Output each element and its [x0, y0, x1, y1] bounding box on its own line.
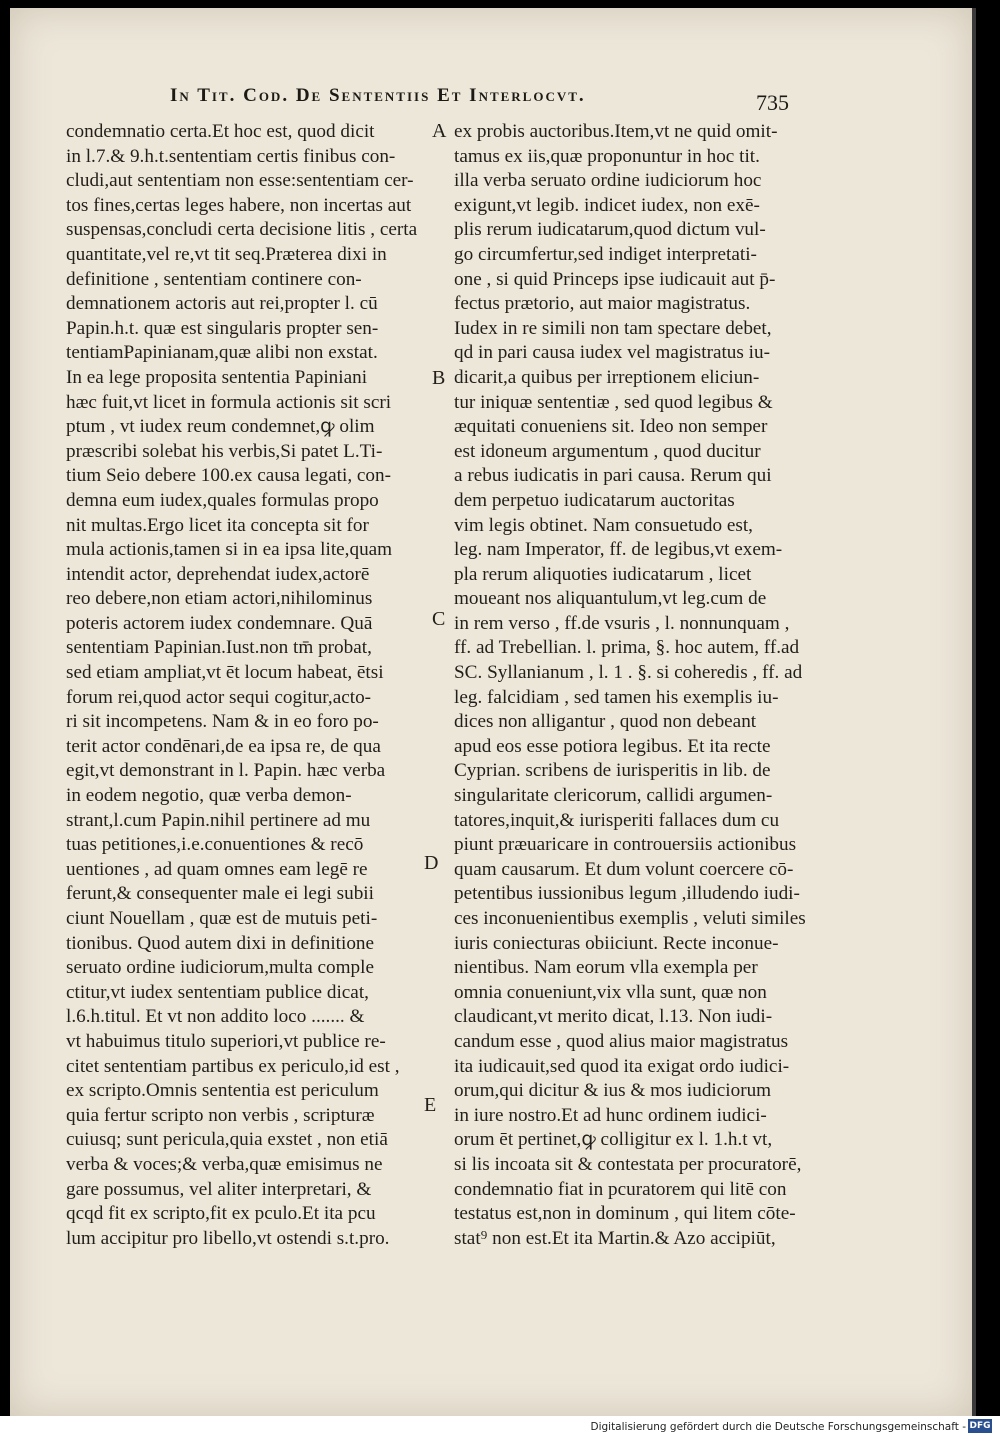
text-line: quam causarum. Et dum volunt coercere cō- [454, 858, 794, 880]
text-line: pla rerum aliquoties iudicatarum , licet [454, 563, 752, 585]
text-line: hæc fuit,vt licet in formula actionis sit scri [66, 391, 392, 413]
text-line: ff. ad Trebellian. l. prima, §. hoc autem, ff.ad [454, 637, 800, 659]
text-line: tamus ex iis,quæ proponuntur in hoc tit. [454, 145, 760, 167]
text-line: plis rerum iudicatarum,quod dictum vul- [454, 219, 766, 241]
text-line: in l.7.& 9.h.t.sententiam certis finibus con- [66, 145, 396, 167]
text-line: poteris actorem iudex condemnare. Quā [66, 612, 373, 634]
text-line: qd in pari causa iudex vel magistratus iu- [454, 342, 770, 364]
text-line: suspensas,concludi certa decisione litis , certa [66, 219, 418, 241]
text-line: egit,vt demonstrant in l. Papin. hæc verba [66, 760, 386, 782]
text-line: tatores,inquit,& iurisperiti fallaces dum cu [454, 809, 780, 831]
text-line: ex scripto.Omnis sententia est periculum [66, 1080, 379, 1102]
text-line: orum,qui dicitur & ius & mos iudiciorum [454, 1080, 772, 1102]
dfg-logo: DFG [969, 1421, 991, 1431]
margin-marker-d: D [424, 852, 439, 874]
text-line: ita iudicauit,sed quod ita exigat ordo iudici- [454, 1055, 790, 1077]
text-line: ctitur,vt iudex sententiam publice dicat, [66, 981, 369, 1003]
text-line: in rem verso , ff.de vsuris , l. nonnunquam , [454, 612, 790, 634]
text-line: SC. Syllanianum , l. 1 . §. si coheredis , ff. ad [454, 662, 803, 684]
text-line: si lis incoata sit & contestata per procuratorē, [454, 1153, 802, 1175]
margin-marker-a: A [432, 120, 447, 142]
text-line: sententiam Papinian.Iust.non tm̄ probat, [66, 637, 372, 659]
text-line: cludi,aut sententiam non esse:sententiam cer- [66, 170, 414, 192]
text-line: ri sit incompetens. Nam & in eo foro po- [66, 711, 379, 733]
text-line: seruato ordine iudiciorum,multa comple [66, 957, 374, 979]
text-line: exigunt,vt legib. indicet iudex, non exē- [454, 194, 760, 216]
text-line: petentibus iussionibus legum ,illudendo iudi- [454, 883, 800, 905]
text-line: gare possumus, vel aliter interpretari, & [66, 1178, 372, 1200]
text-line: dem perpetuo iudicatarum auctoritas [454, 489, 735, 511]
text-line: strant,l.cum Papin.nihil pertinere ad mu [66, 809, 371, 831]
text-line: cuiusq; sunt pericula,quia exstet , non etiā [66, 1129, 388, 1151]
text-line: est idoneum argumentum , quod ducitur [454, 440, 761, 462]
text-line: Iudex in re simili non tam spectare debet, [454, 317, 772, 339]
text-line: illa verba seruato ordine iudiciorum hoc [454, 170, 762, 192]
text-line: claudicant,vt merito dicat, l.13. Non iudi- [454, 1006, 773, 1028]
text-line: ptum , vt iudex reum condemnet,ꝙ olim [66, 416, 375, 438]
margin-marker-e: E [424, 1094, 437, 1116]
text-line: quia fertur scripto non verbis , scripturæ [66, 1104, 375, 1126]
text-line: forum rei,quod actor sequi cogitur,acto- [66, 686, 372, 708]
page-number: 735 [756, 90, 789, 115]
text-line: nit multas.Ergo licet ita concepta sit for [66, 514, 369, 536]
text-line: tium Seio debere 100.ex causa legati, con- [66, 465, 392, 487]
text-line: uentiones , ad quam omnes eam legē re [66, 858, 368, 880]
text-line: præscribi solebat his verbis,Si patet L.Ti- [66, 440, 383, 462]
text-line: vt habuimus titulo superiori,vt publice re- [66, 1030, 386, 1052]
text-line: reo debere,non etiam actori,nihilominus [66, 588, 373, 610]
text-line: leg. falcidiam , sed tamen his exemplis iu- [454, 686, 779, 708]
text-line: piunt præuaricare in controuersiis actionibus [454, 834, 797, 856]
text-line: in iure nostro.Et ad hunc ordinem iudici- [454, 1104, 767, 1126]
text-line: omnia conueniunt,vix vlla sunt, quæ non [454, 981, 767, 1003]
text-line: apud eos esse potiora legibus. Et ita recte [454, 735, 771, 757]
text-line: tuas petitiones,i.e.conuentiones & recō [66, 834, 364, 856]
text-line: citet sententiam partibus ex periculo,id est , [66, 1055, 400, 1077]
text-line: fectus prætorio, aut maior magistratus. [454, 293, 751, 315]
text-line: moueant nos aliquantulum,vt leg.cum de [454, 588, 767, 610]
left-text-column [66, 120, 424, 1251]
text-line: ces inconuenientibus exemplis , veluti similes [454, 908, 806, 929]
text-line: condemnatio certa.Et hoc est, quod dicit [66, 121, 375, 142]
text-line: nientibus. Nam eorum vlla exempla per [454, 957, 758, 979]
right-text-column [454, 120, 812, 1251]
text-line: tur iniquæ sententiæ , sed quod legibus & [454, 391, 773, 413]
text-line: a rebus iudicatis in pari causa. Rerum qui [454, 465, 772, 487]
text-line: verba & voces;& verba,quæ emisimus ne [66, 1153, 383, 1175]
margin-marker-b: B [432, 367, 446, 389]
text-line: singularitate clericorum, callidi argumen- [454, 785, 773, 807]
margin-marker-c: C [432, 608, 446, 630]
text-line: demna eum iudex,quales formulas propo [66, 489, 379, 511]
text-line: definitione , sententiam continere con- [66, 268, 362, 290]
text-line: lum accipitur pro libello,vt ostendi s.t.pro. [66, 1227, 390, 1249]
text-line: leg. nam Imperator, ff. de legibus,vt exem- [454, 539, 783, 561]
text-line: one , si quid Princeps ipse iudicauit aut p̄- [454, 268, 776, 290]
digitization-credit: Digitalisierung gefördert durch die Deutsche Forschungsgemeinschaft - [590, 1421, 966, 1433]
text-line: Cyprian. scribens de iurisperitis in lib. de [454, 760, 771, 782]
text-line: ciunt Nouellam , quæ est de mutuis peti- [66, 908, 378, 929]
text-line: Papin.h.t. quæ est singularis propter sen- [66, 317, 379, 339]
text-line: ex probis auctoribus.Item,vt ne quid omit- [454, 121, 778, 142]
text-line: æquitati conueniens sit. Ideo non semper [454, 416, 768, 438]
text-line: dices non alligantur , quod non debeant [454, 711, 757, 733]
text-line: quantitate,vel re,vt tit seq.Præterea dixi in [66, 243, 387, 265]
text-line: ferunt,& consequenter male ei legi subii [66, 883, 374, 905]
text-line: qcqd fit ex scripto,fit ex pculo.Et ita pcu [66, 1203, 376, 1225]
text-line: tos fines,certas leges habere, non incertas aut [66, 194, 412, 216]
text-line: testatus est,non in dominum , qui litem cōte- [454, 1203, 796, 1225]
text-line: l.6.h.titul. Et vt non addito loco ....... & [66, 1006, 365, 1028]
text-line: terit actor condēnari,de ea ipsa re, de qua [66, 735, 381, 757]
text-line: demnationem actoris aut rei,propter l. cū [66, 293, 378, 315]
text-line: condemnatio fiat in pcuratorem qui litē con [454, 1178, 787, 1200]
text-line: In ea lege proposita sententia Papiniani [66, 366, 368, 388]
text-line: stat⁹ non est.Et ita Martin.& Azo accipiūt, [454, 1227, 776, 1249]
page-edge [972, 8, 976, 1416]
text-line: intendit actor, deprehendat iudex,actorē [66, 563, 370, 585]
text-line: candum esse , quod alius maior magistratus [454, 1030, 789, 1052]
text-line: orum ēt pertinet,ꝙ colligitur ex l. 1.h.t vt, [454, 1129, 773, 1151]
text-line: vim legis obtinet. Nam consuetudo est, [454, 514, 753, 536]
text-line: mula actionis,tamen si in ea ipsa lite,quam [66, 539, 393, 561]
text-line: sed etiam ampliat,vt ēt locum habeat, ētsi [66, 662, 384, 684]
text-line: tionibus. Quod autem dixi in definitione [66, 932, 375, 954]
text-line: go circumfertur,sed indiget interpretati- [454, 243, 757, 265]
running-title: In Tit. Cod. De Sententiis Et Interlocvt. [170, 85, 586, 106]
text-line: in eodem negotio, quæ verba demon- [66, 785, 352, 807]
text-line: iuris coniecturas obiiciunt. Recte inconue- [454, 932, 779, 954]
text-line: dicarit,a quibus per irreptionem eliciun- [454, 366, 760, 388]
text-line: tentiamPapinianam,quæ alibi non exstat. [66, 342, 378, 364]
